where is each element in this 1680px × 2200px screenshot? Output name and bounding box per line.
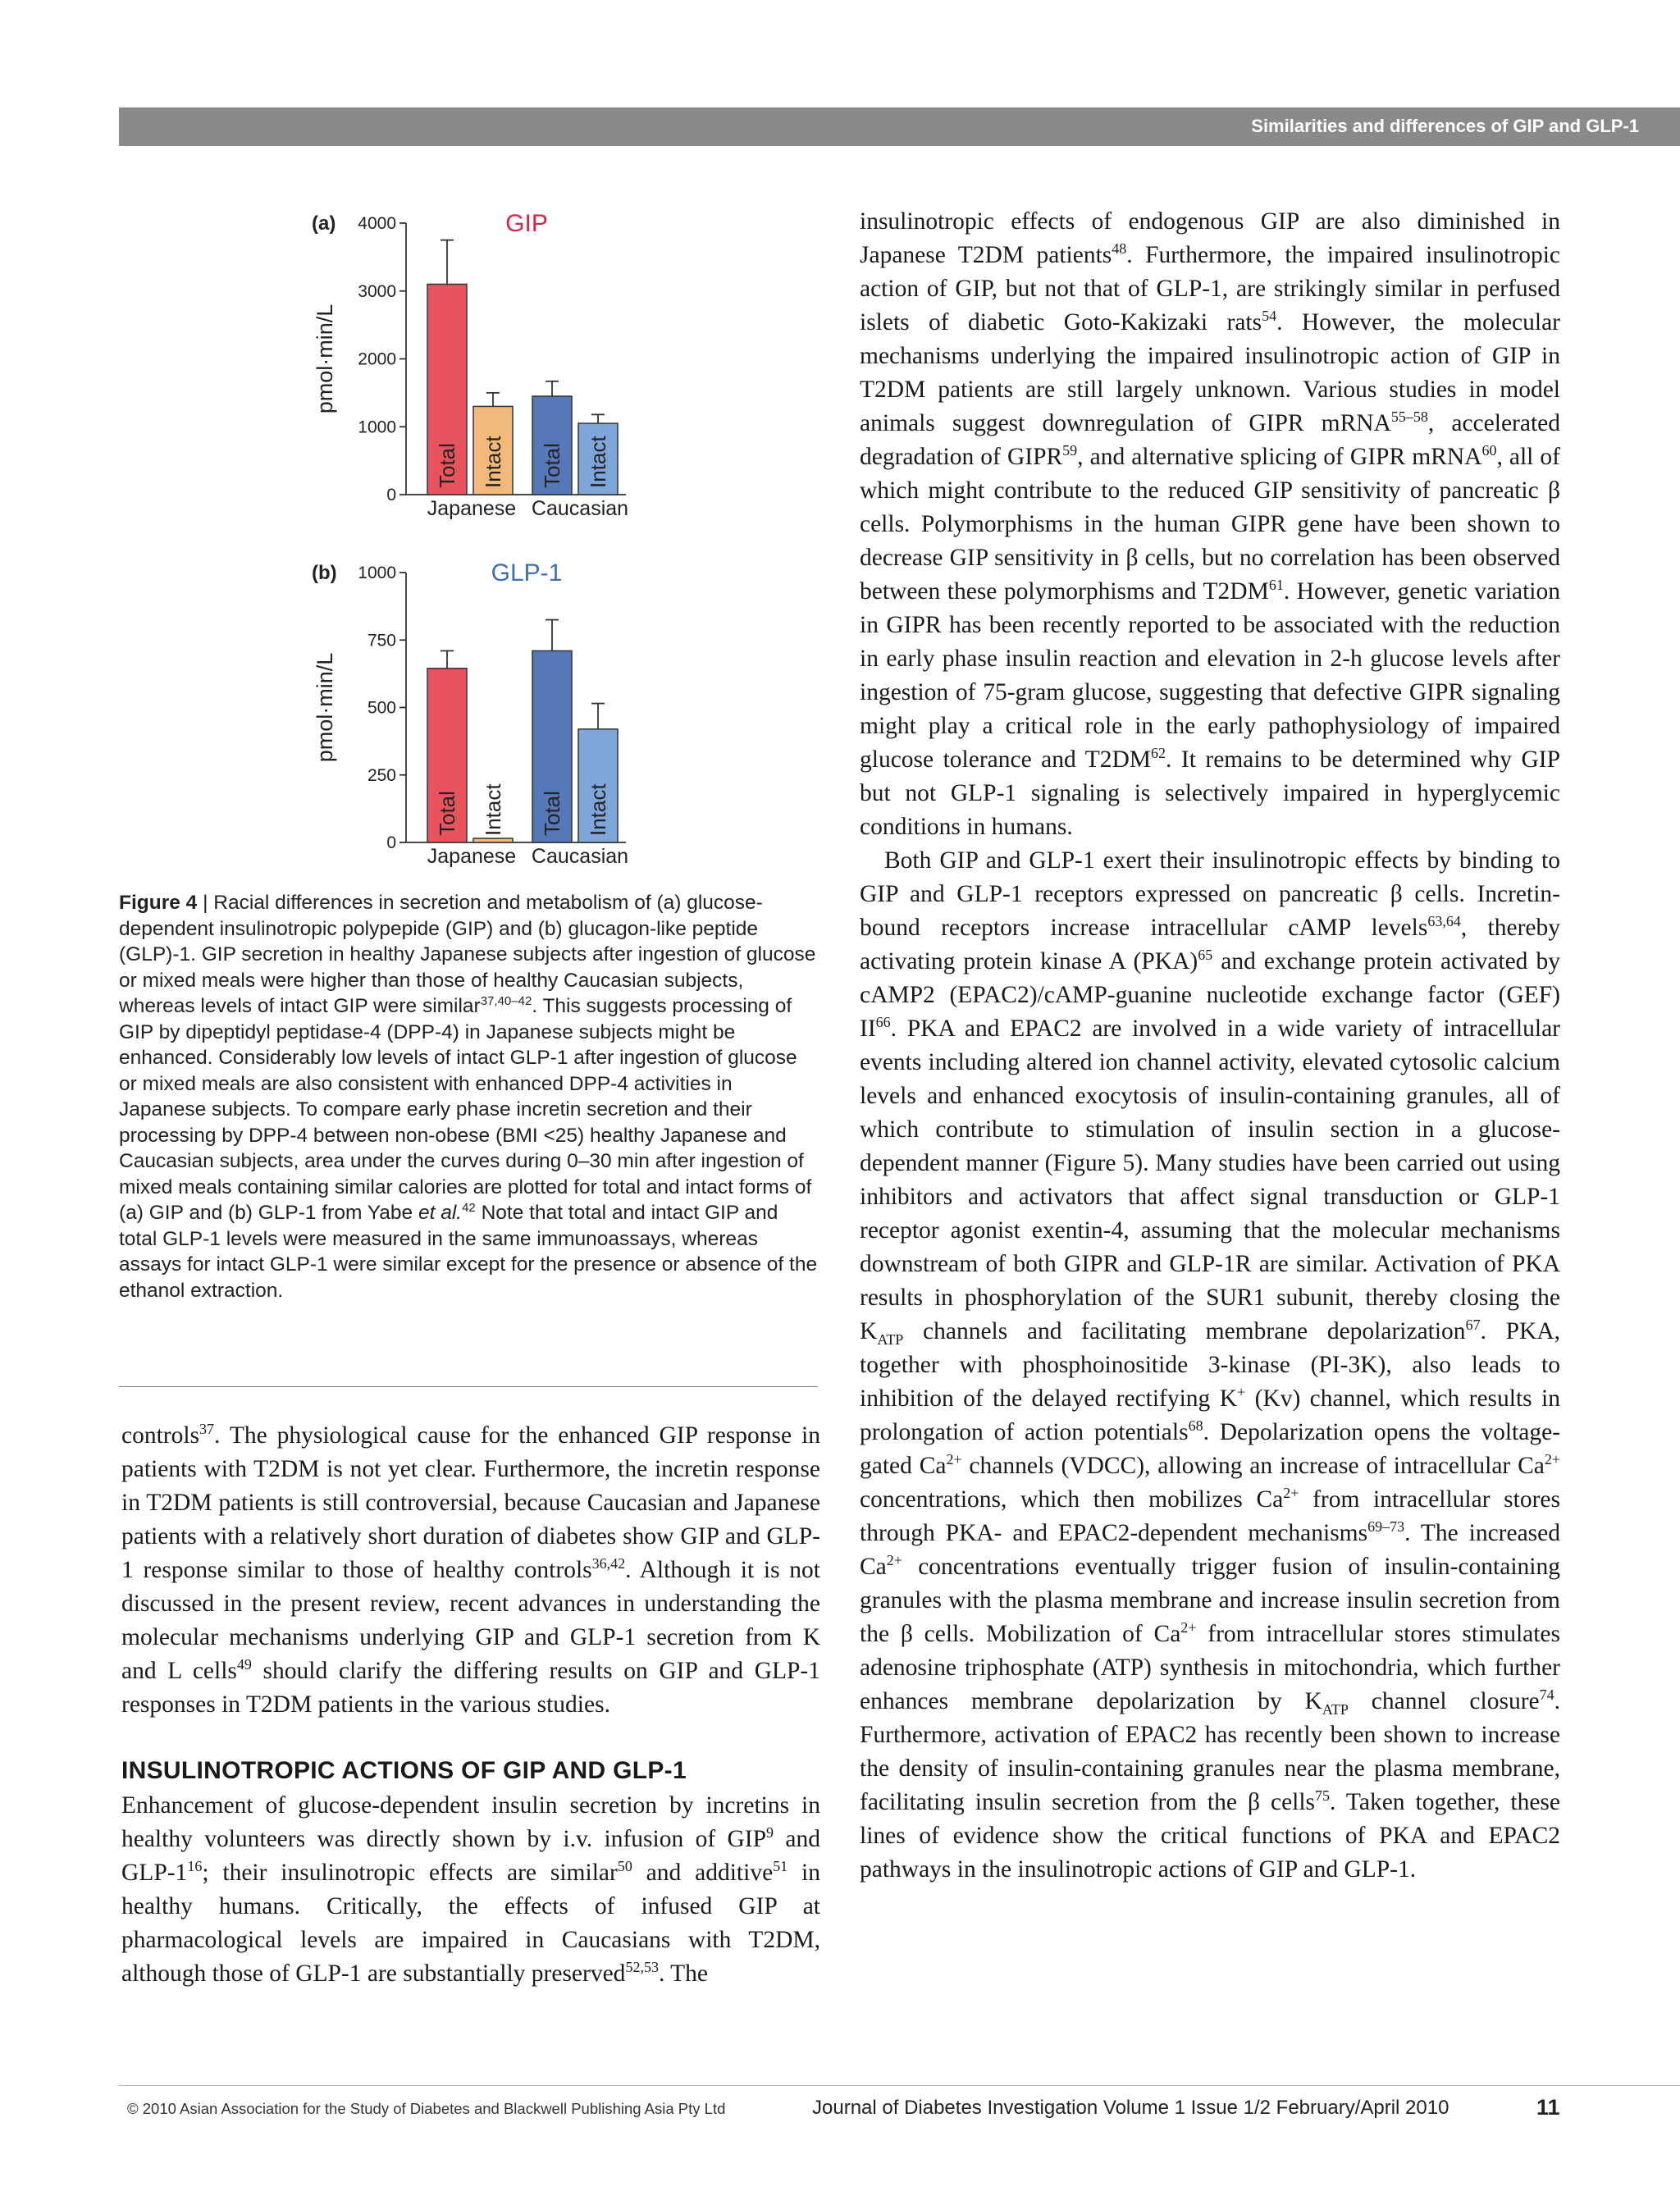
text: . Although it is not discussed in the present review, recent advances in understanding the molecular mechanisms underlying GIP and GLP-1 secretion from K and L cells	[121, 1557, 820, 1684]
footer-rule	[119, 2085, 1680, 2086]
footer-copyright: © 2010 Asian Association for the Study of Diabetes and Blackwell Publishing Asia Pty Ltd	[127, 2100, 726, 2117]
text: . It remains to be determined why GIP but not GLP-1 signaling is selectively impaired in hyperglycemic conditions in humans.	[860, 746, 1560, 840]
subscript: ATP	[1322, 1700, 1349, 1718]
chart-title: GLP-1	[491, 559, 563, 587]
text: controls	[121, 1422, 200, 1449]
ref: 37	[199, 1421, 215, 1438]
right-column	[860, 205, 1560, 1887]
text: . However, genetic variation in GIPR has been recently reported to be associated with the reduction in early phase insulin reaction and elevation in 2-h glucose levels after ingestion of 75-gram glucose, suggesting that defective GIPR signaling might play a critical role in the early pathophysiology of impaired glucose tolerance and T2DM	[860, 578, 1561, 773]
text: , accelerated degradation of GIPR	[860, 410, 1560, 470]
ref: 51	[773, 1858, 788, 1875]
superscript: 2+	[1283, 1485, 1299, 1502]
ref: 54	[1262, 308, 1277, 325]
footer-journal: Journal of Diabetes Investigation Volume 1 Issue 1/2 February/April 2010	[812, 2097, 1449, 2119]
text: . Furthermore, activation of EPAC2 has recently been shown to increase the density of insulin-containing granules near the plasma membrane, facilitating insulin secretion from the β cells	[860, 1688, 1560, 1815]
text: insulinotropic effects of endogenous GIP are also diminished in Japanese T2DM patients	[860, 208, 1560, 268]
running-header-bar	[119, 107, 1680, 146]
text: , and alternative splicing of GIPR mRNA	[1077, 444, 1482, 470]
bar-label: Total	[540, 443, 564, 488]
ref: 50	[617, 1858, 632, 1875]
bar-label: Intact	[586, 436, 610, 488]
ref: 60	[1481, 442, 1497, 459]
superscript: 2+	[946, 1451, 962, 1468]
superscript: 2+	[1544, 1451, 1560, 1468]
y-axis-label: pmol·min/L	[313, 304, 337, 414]
y-axis-label: pmol·min/L	[313, 652, 337, 763]
ref: 36,42	[591, 1555, 626, 1572]
caption-ref: 37,40–42	[480, 993, 532, 1008]
text: and additive	[632, 1860, 774, 1886]
text: from intracellular stores stimulates adenosine triphosphate (ATP) synthesis in mitochondria, which further enhances membrane depolarization by K	[860, 1621, 1560, 1714]
chart-title: GIP	[505, 210, 548, 237]
text: . PKA and EPAC2 are involved in a wide variety of intracellular events including altered ion channel activity, elevated cytosolic calcium levels and enhanced exocytosis of insulin-containing granules, all of which contribute to stimulation of insulin section in a glucose-dependent manner (Figure 5). Many studies have been carried out using inhibitors and activators that affect signal transduction or GLP-1 receptor agonist exentin-4, assuming that the molecular mechanisms downstream of both GIPR and GLP-1R are similar. Activation of PKA results in phosphorylation of the SUR1 subunit, thereby closing the K	[860, 1016, 1560, 1344]
paragraph	[121, 1419, 820, 1722]
group-label: Caucasian	[531, 845, 629, 868]
text: . PKA, together with phosphoinositide 3-kinase (PI-3K), also leads to inhibition of the delayed rectifying K	[860, 1318, 1561, 1412]
text: channels (VDCC), allowing an increase of intracellular Ca	[961, 1453, 1545, 1479]
paragraph	[121, 1789, 820, 1991]
ref: 9	[766, 1824, 774, 1842]
caption-ref: 42	[462, 1200, 476, 1215]
text: . Taken together, these lines of evidence show the critical functions of PKA and EPAC2 pathways in the insulinotropic actions of GIP and GLP-1.	[860, 1789, 1561, 1883]
ref: 62	[1151, 745, 1166, 762]
ref: 74	[1539, 1687, 1554, 1704]
superscript: 2+	[886, 1552, 902, 1569]
subscript: ATP	[877, 1330, 904, 1348]
ref: 49	[236, 1656, 252, 1673]
y-tick-label: 0	[386, 833, 396, 852]
figure-4	[119, 197, 824, 927]
text: from intracellular stores through PKA- and EPAC2-dependent mechanisms	[860, 1486, 1561, 1546]
text: . Depolarization opens the voltage-gated Ca	[860, 1419, 1560, 1479]
group-label: Japanese	[427, 497, 517, 520]
ref: 66	[875, 1014, 891, 1031]
left-column	[121, 1419, 820, 1991]
running-title: Similarities and differences of GIP and GLP-1	[1251, 116, 1639, 136]
text: . Furthermore, the impaired insulinotropic action of GIP, but not that of GLP-1, are strikingly similar in perfused islets of diabetic Goto-Kakizaki rats	[860, 242, 1560, 335]
figure-label: Figure 4	[119, 892, 198, 914]
section-heading: INSULINOTROPIC ACTIONS OF GIP AND GLP-1	[121, 1757, 687, 1784]
bar-label: Intact	[481, 783, 505, 836]
text: channel closure	[1348, 1688, 1540, 1714]
bar-label: Intact	[481, 436, 505, 488]
ref: 52,53	[625, 1959, 659, 1976]
text: and exchange protein activated by cAMP2 (EPAC2)/cAMP-guanine nucleotide exchange factor (GEF) II	[860, 948, 1560, 1042]
y-tick-label: 750	[367, 631, 396, 650]
caption-separator: |	[197, 892, 214, 914]
paragraph	[860, 844, 1560, 1887]
text: concentrations, which then mobilizes Ca	[860, 1486, 1284, 1513]
ref: 65	[1198, 947, 1213, 964]
text: . The physiological cause for the enhanced GIP response in patients with T2DM is not yet clear. Furthermore, the incretin response in T2DM patients is still controversial, because Caucasian and Japanese patients with a relatively short duration of diabetes show GIP and GLP-1 response similar to those of healthy controls	[121, 1422, 820, 1583]
text: Enhancement of glucose-dependent insulin secretion by incretins in healthy volunteers was directly shown by i.v. infusion of GIP	[121, 1792, 820, 1852]
text: . The	[658, 1960, 709, 1987]
text: (Kv) channel, which results in prolongation of action potentials	[860, 1385, 1560, 1445]
y-tick-label: 4000	[358, 214, 396, 233]
y-tick-label: 3000	[358, 281, 396, 301]
text: . The increased Ca	[860, 1520, 1560, 1580]
bar	[473, 838, 513, 842]
y-tick-label: 250	[367, 765, 396, 785]
paragraph	[860, 205, 1560, 844]
bar-label: Intact	[586, 783, 610, 836]
bar-label: Total	[435, 791, 459, 836]
text: should clarify the differing results on GIP and GLP-1 responses in T2DM patients in the various studies.	[121, 1658, 820, 1718]
superscript: +	[1237, 1384, 1246, 1401]
text: concentrations eventually trigger fusion of insulin-containing granules with the plasma membrane and increase insulin secretion from the β cells. Mobilization of Ca	[860, 1554, 1560, 1647]
text: channels and facilitating membrane depolarization	[903, 1318, 1466, 1344]
text: , all of which might contribute to the reduced GIP sensitivity of pancreatic β cells. Polymorphisms in the human GIPR gene have been shown to decrease GIP sensitivity in β cells, but no correlation has been observed between these polymorphisms and T2DM	[860, 444, 1560, 605]
ref: 63,64	[1427, 913, 1461, 930]
ref: 59	[1062, 442, 1078, 459]
y-tick-label: 2000	[358, 349, 396, 369]
page-number: 11	[1536, 2095, 1560, 2120]
ref: 75	[1315, 1787, 1331, 1805]
caption-text: Note that total and intact GIP and total GLP-1 levels were measured in the same immunoassays, whereas assays for intact GLP-1 were similar except for the presence or absence of the ethanol extraction.	[119, 1202, 818, 1302]
text: Both GIP and GLP-1 exert their insulinotropic effects by binding to GIP and GLP-1 receptors expressed on pancreatic β cells. Incretin-bound receptors increase intracellular cAMP levels	[860, 847, 1560, 941]
text: and GLP-1	[121, 1826, 820, 1886]
ref: 69–73	[1367, 1518, 1405, 1536]
y-tick-label: 1000	[358, 564, 396, 582]
ref: 48	[1112, 240, 1127, 258]
superscript: 2+	[1180, 1619, 1197, 1636]
ref: 61	[1268, 577, 1284, 594]
ref: 68	[1188, 1417, 1203, 1435]
text: , thereby activating protein kinase A (PKA)	[860, 915, 1560, 974]
caption-rule	[119, 1386, 818, 1387]
ref: 16	[187, 1858, 203, 1875]
panel-label: (a)	[312, 212, 336, 235]
ref: 67	[1465, 1317, 1481, 1334]
text: ; their insulinotropic effects are similar	[202, 1860, 618, 1886]
bar-label: Total	[435, 443, 459, 488]
caption-etal: et al.	[418, 1202, 463, 1224]
group-label: Caucasian	[531, 497, 629, 520]
ref: 55–58	[1390, 409, 1428, 426]
y-tick-label: 1000	[358, 418, 396, 437]
figure-caption	[119, 890, 820, 1303]
y-tick-label: 500	[367, 698, 396, 718]
text: in healthy humans. Critically, the effects of infused GIP at pharmacological levels are impaired in Caucasians with T2DM, although those of GLP-1 are substantially preserved	[121, 1860, 820, 1987]
panel-label: (b)	[312, 562, 337, 584]
group-label: Japanese	[427, 845, 517, 868]
text: . However, the molecular mechanisms underlying the impaired insulinotropic action of GIP in T2DM patients are still largely unknown. Various studies in model animals suggest downregulation of GIPR mRNA	[860, 309, 1560, 436]
figure-4-charts	[119, 197, 824, 886]
y-tick-label: 0	[386, 486, 396, 504]
caption-text: . This suggests processing of GIP by dipeptidyl peptidase-4 (DPP-4) in Japanese subjects might be enhanced. Considerably low levels of intact GLP-1 after ingestion of glucose or mixed meals are also consistent with enhanced DPP-4 activities in Japanese subjects. To compare early phase incretin secretion and their processing by DPP-4 between non-obese (BMI <25) healthy Japanese and Caucasian subjects, area under the curves during 0–30 min after ingestion of mixed meals containing similar calories are plotted for total and intact forms of (a) GIP and (b) GLP-1 from Yabe	[119, 995, 812, 1224]
bar-label: Total	[540, 791, 564, 836]
caption-text: Racial differences in secretion and metabolism of (a) glucose-dependent insulinotropic polypepide (GIP) and (b) glucagon-like peptide (GLP)-1. GIP secretion in healthy Japanese subjects after ingestion of glucose or mixed meals were higher than those of healthy Caucasian subjects, whereas levels of intact GIP were similar	[119, 892, 816, 1017]
